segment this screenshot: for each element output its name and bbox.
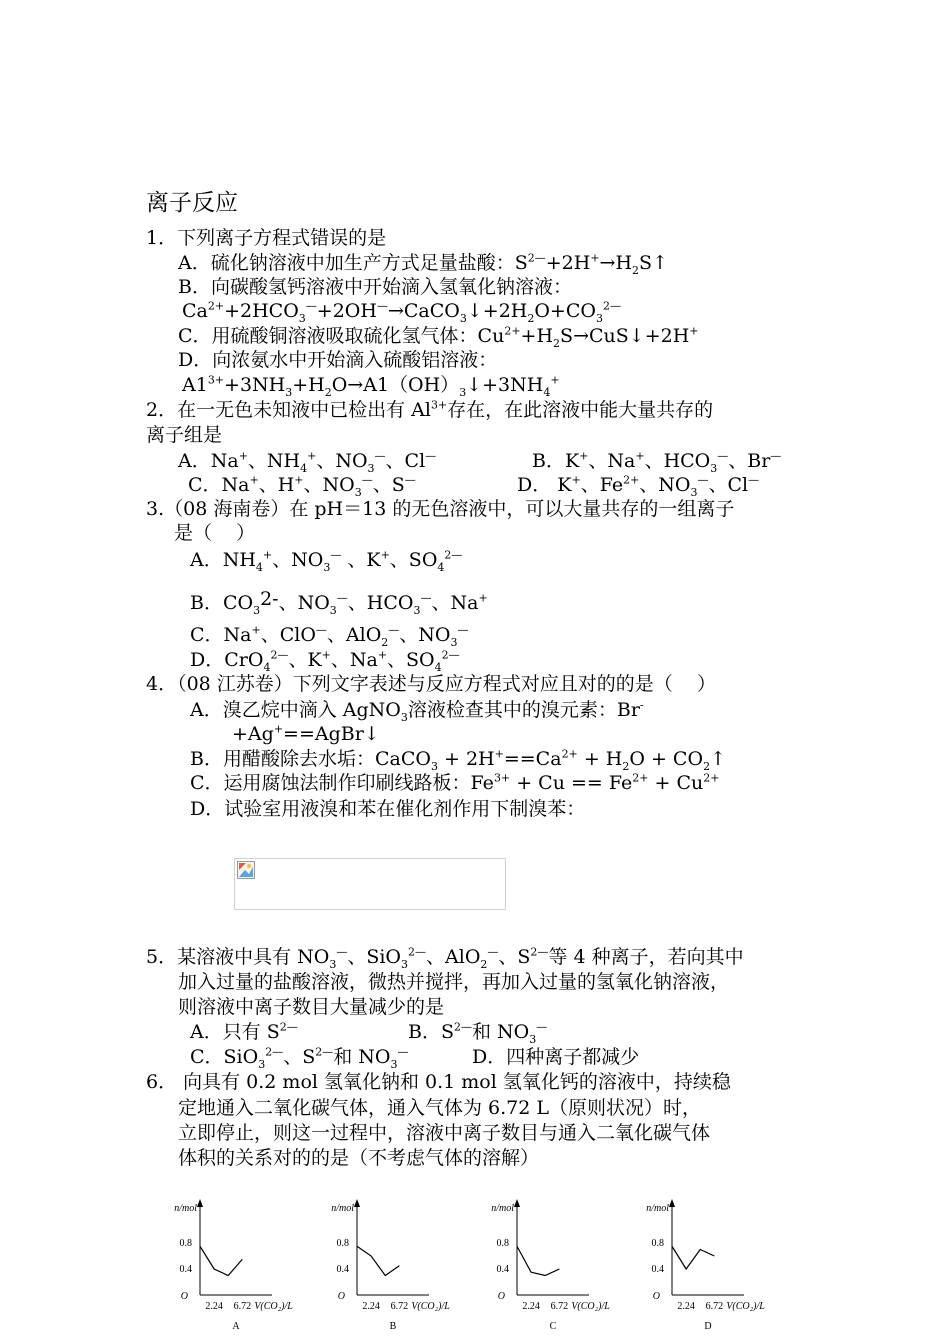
text-line: B．用醋酸除去水垢：CaCO$_3$ + $2H^+==Ca^{2+} + H_2O$ + $CO_2↑$ xyxy=(190,747,726,773)
text-line: B．$CO_32-$、$NO_3^—$、$HCO_3^—$、Na+ xyxy=(190,588,488,617)
text-line: +Ag+==AgBr↓ xyxy=(232,722,380,745)
text-line: 则溶液中离子数目大量减少的是 xyxy=(178,996,445,1018)
x-tick-label: 2.24 xyxy=(677,1301,695,1312)
origin-label: O xyxy=(652,1291,660,1302)
y-axis-arrow xyxy=(354,1199,360,1207)
y-axis-arrow xyxy=(514,1199,520,1207)
x-axis-label: V(CO₂)/L xyxy=(254,1301,293,1312)
data-series-line xyxy=(357,1246,399,1275)
y-axis-label: n/mol xyxy=(331,1203,354,1214)
text-line: 定地通入二氧化碳气体，通入气体为 6.72 L（原则状况）时， xyxy=(178,1097,702,1119)
graph-option-label: D xyxy=(704,1321,712,1332)
y-tick-label: 0.8 xyxy=(496,1238,509,1249)
text-line: 体积的关系对的的是（不考虑气体的溶解） xyxy=(178,1147,540,1169)
y-tick-label: 0.4 xyxy=(651,1264,664,1275)
text-line: B．向碳酸氢钙溶液中开始滴入氢氧化钠溶液： xyxy=(178,276,572,298)
text-line: 是（ ） xyxy=(174,522,256,544)
data-series-line xyxy=(672,1246,714,1269)
text-line: 加入过量的盐酸溶液，微热并搅拌，再加入过量的氢氧化钠溶液， xyxy=(178,971,730,993)
y-axis-label: n/mol xyxy=(491,1203,514,1214)
text-line: D．四种离子都减少 xyxy=(472,1046,640,1068)
broken-image-placeholder xyxy=(234,858,506,910)
text-line: 4．（08 江苏卷）下列文字表述与反应方程式对应且对的的是（ ） xyxy=(146,673,716,695)
x-tick-label: 2.24 xyxy=(205,1301,223,1312)
graph-option-a xyxy=(166,1195,326,1335)
y-tick-label: 0.4 xyxy=(336,1264,349,1275)
y-tick-label: 0.8 xyxy=(651,1238,664,1249)
text-line: 5．某溶液中具有 $NO_3^—$、SiO$_3^{2—}$、AlO$_2$—、$S^{2—}$等 4 种离子，若向其中 xyxy=(146,945,744,971)
text-line: 6． 向具有 0.2 mol 氢氧化钠和 0.1 mol 氢氧化钙的溶液中，持续稳 xyxy=(146,1071,731,1093)
text-line: A．Na+、$NH_4^+$、$NO_3^—$、Cl— xyxy=(178,449,437,475)
graph-option-label: A xyxy=(232,1321,240,1332)
x-tick-label: 6.72 xyxy=(705,1301,724,1312)
y-axis-arrow xyxy=(197,1199,203,1207)
text-line: B．$S^{2—}$和 $NO_3^—$ xyxy=(408,1020,548,1046)
x-axis-label: V(CO₂)/L xyxy=(571,1301,610,1312)
origin-label: O xyxy=(180,1291,188,1302)
text-line: A．硫化钠溶液中加生产方式足量盐酸：$S^{2—}+2H^+\to H_2S↑$ xyxy=(178,251,668,277)
graph-option-b xyxy=(323,1195,483,1335)
x-tick-label: 6.72 xyxy=(390,1301,409,1312)
text-line: B．K+、Na+、$HCO_3^—$、Br— xyxy=(532,449,782,475)
page-title: 离子反应 xyxy=(146,190,238,216)
broken-image-icon xyxy=(237,861,255,879)
text-line: A．只有 $S^{2—}$ xyxy=(190,1020,298,1043)
text-line: D． K+、$Fe^{2+}$、$NO_3^—$、Cl— xyxy=(517,473,760,499)
text-line: C．SiO$_3^{2—}$、$S^{2—}$和 $NO_3^—$ xyxy=(190,1045,409,1071)
text-line: D．向浓氨水中开始滴入硫酸铝溶液： xyxy=(178,349,498,371)
text-line: D．试验室用液溴和苯在催化剂作用下制溴苯： xyxy=(190,798,586,820)
text-line: 1．下列离子方程式错误的是 xyxy=(146,227,387,249)
text-line: C．Na+、H+、$NO_3^—$、S— xyxy=(188,473,416,499)
y-tick-label: 0.8 xyxy=(336,1238,349,1249)
text-line: $A1^{3+}+3NH_3+H_2O\to A1(OH)_3↓+3NH_4^+$ xyxy=(182,373,560,399)
x-tick-label: 2.24 xyxy=(362,1301,380,1312)
y-tick-label: 0.4 xyxy=(179,1264,192,1275)
data-series-line xyxy=(200,1246,242,1275)
text-line: A．溴乙烷中滴入 AgNO$_3$溶液检查其中的溴元素：Br- xyxy=(190,698,644,724)
y-tick-label: 0.8 xyxy=(179,1238,192,1249)
graph-option-label: C xyxy=(549,1321,557,1332)
graph-option-label: B xyxy=(389,1321,397,1332)
y-axis-label: n/mol xyxy=(646,1203,669,1214)
text-line: C．用硫酸铜溶液吸取硫化氢气体：$Cu^{2+}+H_2S\to CuS↓+2H^+$ xyxy=(178,324,699,350)
y-axis-label: n/mol xyxy=(174,1203,197,1214)
text-line: D．CrO$_4^{2—}$、K+、Na+、$SO_4^{2—}$ xyxy=(190,648,460,674)
x-tick-label: 6.72 xyxy=(233,1301,252,1312)
text-line: $Ca^{2+}+2HCO_3^—+2OH^—\to CaCO_3↓+2H_2O+CO_3^{2—}$ xyxy=(182,299,621,325)
origin-label: O xyxy=(337,1291,345,1302)
x-axis-label: V(CO₂)/L xyxy=(726,1301,765,1312)
text-line: A．$NH_4^+$、$NO_3^—$ 、K+、$SO_4^{2—}$ xyxy=(190,548,463,574)
text-line: C．运用腐蚀法制作印刷线路板：$Fe^{3+} + Cu == Fe^{2+} + Cu^{2+}$ xyxy=(190,771,720,794)
data-series-line xyxy=(517,1246,559,1275)
text-line: 离子组是 xyxy=(146,424,223,446)
text-line: C．Na+、ClO—、AlO$_2$—、$NO_3^—$ xyxy=(190,623,469,649)
x-tick-label: 2.24 xyxy=(522,1301,540,1312)
graph-option-c xyxy=(483,1195,643,1335)
x-axis-label: V(CO₂)/L xyxy=(411,1301,450,1312)
graph-option-d xyxy=(638,1195,798,1335)
y-tick-label: 0.4 xyxy=(496,1264,509,1275)
text-line: 3.（08 海南卷）在 pH＝13 的无色溶液中，可以大量共存的一组离子 xyxy=(146,498,735,520)
x-tick-label: 6.72 xyxy=(550,1301,569,1312)
origin-label: O xyxy=(497,1291,505,1302)
text-line: 2．在一无色未知液中已检出有 $Al^{3+}$存在，在此溶液中能大量共存的 xyxy=(146,398,714,421)
text-line: 立即停止，则这一过程中，溶液中离子数目与通入二氧化碳气体 xyxy=(178,1122,711,1144)
y-axis-arrow xyxy=(669,1199,675,1207)
